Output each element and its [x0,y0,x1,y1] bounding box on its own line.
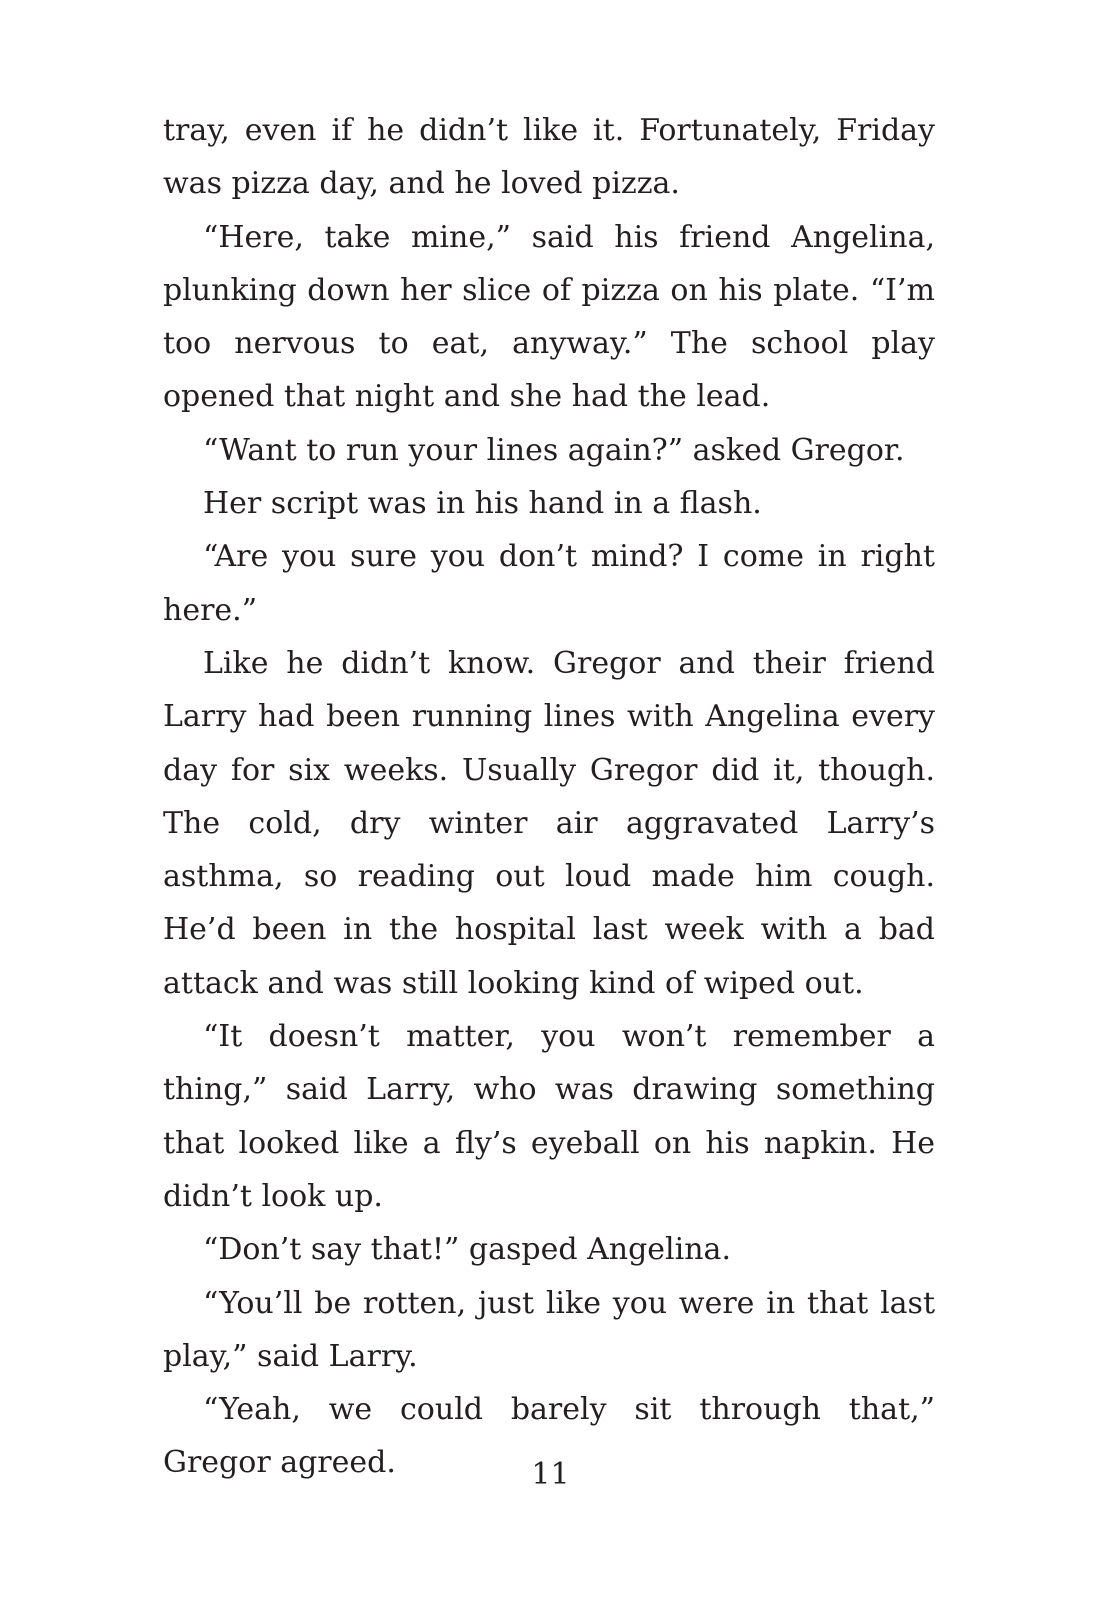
page-number: 11 [531,1457,570,1492]
paragraph-5: “Are you sure you don’t mind? I come in right here.” [163,539,935,628]
paragraph-7: “It doesn’t matter, you won’t remember a thing,” said Larry, who was drawing something that looked like a fly’s eyeball on his napkin. He didn’t look up. [163,1019,935,1214]
paragraph-1: tray, even if he didn’t like it. Fortunately, Friday was pizza day, and he loved pizza. [163,113,935,202]
paragraph-9: “You’ll be rotten, just like you were in that last play,” said Larry. [163,1285,935,1374]
body-text [163,104,935,1490]
paragraph-3: “Want to run your lines again?” asked Gregor. [203,432,905,468]
paragraph-4: Her script was in his hand in a flash. [203,486,762,522]
paragraph-2: “Here, take mine,” said his friend Angelina, plunking down her slice of pizza on his plate. “I’m too nervous to eat, anyway.” The school play opened that night and she had the lead. [163,219,935,415]
paragraph-6: Like he didn’t know. Gregor and their friend Larry had been running lines with Angelina every day for six weeks. Usually Gregor did it, though. The cold, dry winter air aggravated Larry’s asthma, so reading out loud made him cough. He’d been in the hospital last week with a bad attack and was still looking kind of wiped out. [163,645,935,1001]
paragraph-8: “Don’t say that!” gasped Angelina. [203,1232,731,1268]
paragraph-10: “Yeah, we could barely sit through that,” Gregor agreed. [163,1392,935,1481]
